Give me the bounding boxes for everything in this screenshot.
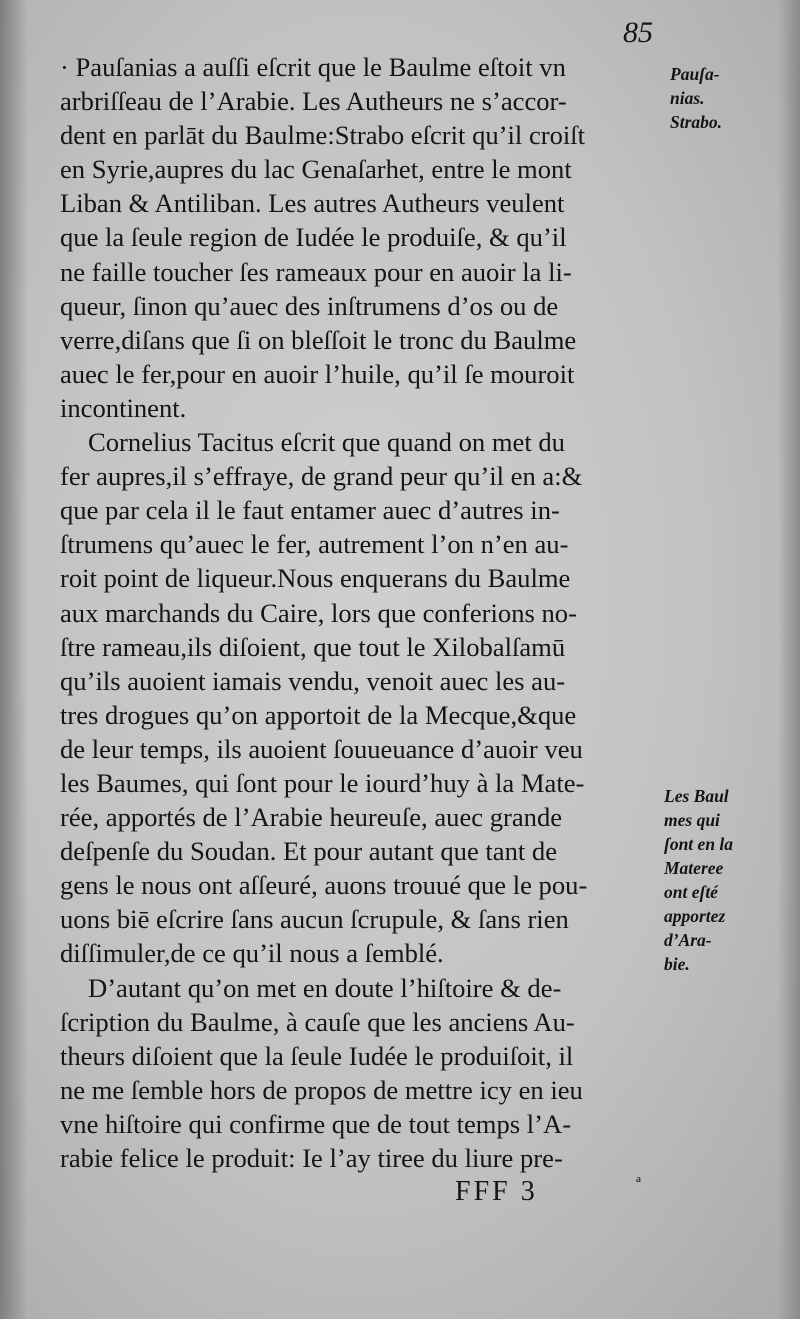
text-line: dent en parlāt du Baulme:Strabo eſcrit qu’il croiſt xyxy=(60,120,586,151)
text-line: ſcription du Baulme, à cauſe que les anciens Au- xyxy=(60,1006,575,1037)
text-line: que la ſeule region de Iudée le produiſe, & qu’il xyxy=(60,222,567,253)
margin-note-line: Pauſa- xyxy=(670,64,720,84)
text-line: · Pauſanias a auſſi eſcrit que le Baulme eſtoit vn xyxy=(60,52,566,82)
text-line: ſtrumens qu’auec le fer, autrement l’on n’en au- xyxy=(60,529,569,560)
margin-note-line: nias. xyxy=(670,88,705,108)
text-line: en Syrie,aupres du lac Genaſarhet, entre le mont xyxy=(60,154,572,185)
text-line: theurs diſoient que la ſeule Iudée le produiſoit, il xyxy=(60,1040,574,1071)
margin-note-line: Materee xyxy=(664,858,724,878)
body-text xyxy=(60,50,660,1175)
margin-note-line: Strabo. xyxy=(670,112,723,132)
text-line: que par cela il le faut entamer auec d’autres in- xyxy=(60,495,560,526)
text-line: ne faille toucher ſes rameaux pour en auoir la li- xyxy=(60,256,572,287)
page-number: 85 xyxy=(623,16,653,49)
text-line: queur, ſinon qu’auec des inſtrumens d’os ou de xyxy=(60,290,559,321)
page-right-shadow xyxy=(778,0,800,1319)
text-line: roit point de liqueur.Nous enquerans du Baulme xyxy=(60,563,571,594)
text-line: Cornelius Tacitus eſcrit que quand on met du xyxy=(88,427,565,458)
margin-note-line: d’Ara- xyxy=(664,930,712,950)
text-line: ne me ſemble hors de propos de mettre icy en ieu xyxy=(60,1074,583,1105)
margin-note-line: mes qui xyxy=(664,810,720,830)
catchword-mark: ª xyxy=(636,1173,641,1193)
signature-mark: FFF 3 xyxy=(455,1176,538,1207)
margin-note-line: ſont en la xyxy=(664,834,734,854)
text-line: D’autant qu’on met en doute l’hiſtoire & de- xyxy=(88,972,562,1003)
margin-note-pausanias-strabo xyxy=(670,62,722,134)
text-line: ſtre rameau,ils diſoient, que tout le Xilobalſamū xyxy=(60,631,566,662)
text-line: verre,diſans que ſi on bleſſoit le tronc du Baulme xyxy=(60,324,577,355)
text-line: arbriſſeau de l’Arabie. Les Autheurs ne s’accor- xyxy=(60,86,567,117)
text-line: uons biē eſcrire ſans aucun ſcrupule, & ſans rien xyxy=(60,904,569,935)
page-left-shadow xyxy=(0,0,28,1319)
margin-note-line: Les Baul xyxy=(664,786,729,806)
text-line: rée, apportés de l’Arabie heureuſe, auec grande xyxy=(60,802,563,833)
margin-note-line: ont eſté xyxy=(664,882,718,902)
margin-note-baulmes xyxy=(664,784,733,976)
text-line: diſſimuler,de ce qu’il nous a ſemblé. xyxy=(60,938,444,969)
text-line: les Baumes, qui ſont pour le iourd’huy à la Mate- xyxy=(60,767,585,798)
text-line: de leur temps, ils auoient ſouueuance d’auoir veu xyxy=(60,733,583,764)
text-line: fer aupres,il s’effraye, de grand peur qu’il en a:& xyxy=(60,461,583,492)
text-line: deſpenſe du Soudan. Et pour autant que tant de xyxy=(60,836,558,867)
text-line: Liban & Antiliban. Les autres Autheurs veulent xyxy=(60,188,565,219)
text-line: qu’ils auoient iamais vendu, venoit auec les au- xyxy=(60,665,566,696)
margin-note-line: bie. xyxy=(664,954,690,974)
text-line: gens le nous ont aſſeuré, auons trouué que le pou- xyxy=(60,870,588,901)
text-line: aux marchands du Caire, lors que conferions no- xyxy=(60,597,577,628)
text-line: rabie felice le produit: Ie l’ay tiree du liure pre- xyxy=(60,1143,563,1173)
text-line: auec le fer,pour en auoir l’huile, qu’il ſe mouroit xyxy=(60,358,575,389)
text-line: incontinent. xyxy=(60,392,187,423)
text-line: vne hiſtoire qui confirme que de tout temps l’A- xyxy=(60,1108,572,1139)
margin-note-line: apportez xyxy=(664,906,726,926)
text-line: tres drogues qu’on apportoit de la Mecque,&que xyxy=(60,699,577,730)
